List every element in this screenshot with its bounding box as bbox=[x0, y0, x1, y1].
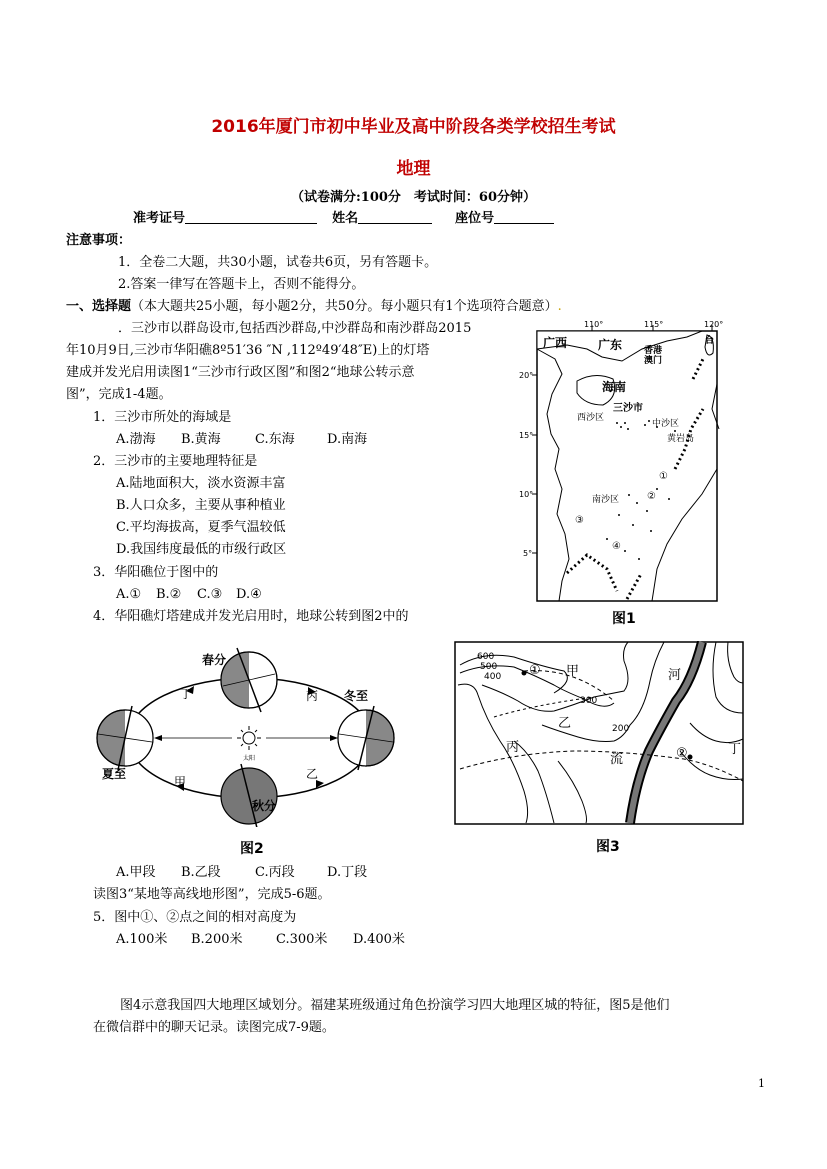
q5-stem: 5．图中①、②点之间的相对高度为 bbox=[93, 910, 297, 925]
figure-3-caption: 图3 bbox=[596, 839, 620, 855]
contour-600: 600 bbox=[477, 652, 495, 662]
q1-option-a: A.渤海 bbox=[116, 432, 156, 447]
contour-yi-label: 乙 bbox=[558, 716, 572, 731]
figure-2-orbit bbox=[92, 642, 412, 827]
q4-option-b: B.乙段 bbox=[181, 865, 221, 880]
sun-icon bbox=[237, 726, 261, 750]
passage1-line1: ．三沙市以群岛设市,包括西沙群岛,中沙群岛和南沙群岛2015 bbox=[118, 321, 472, 336]
map-point-3: ③ bbox=[575, 515, 584, 526]
globe-spring bbox=[221, 648, 277, 712]
globe-summer bbox=[97, 706, 153, 770]
hongkong-label: 香港 bbox=[644, 346, 663, 356]
winter-label: 冬至 bbox=[344, 689, 369, 703]
map-svg bbox=[507, 319, 732, 606]
q4-option-d: D.丁段 bbox=[327, 865, 368, 880]
lon-110-label: 110° bbox=[584, 320, 604, 329]
section1-dot: . bbox=[557, 299, 562, 314]
sansha-label: 三沙市 bbox=[613, 403, 643, 414]
page-number: 1 bbox=[758, 1077, 765, 1090]
q3-option-c: C.③ bbox=[197, 587, 223, 602]
id-blank bbox=[185, 210, 317, 224]
passage3-line2: 在微信群中的聊天记录。读图完成7-9题。 bbox=[93, 1020, 335, 1035]
exam-info: （试卷满分:100分 考试时间：60分钟） bbox=[290, 190, 537, 205]
passage1-line3: 建成并发光启用读图1“三沙市行政区图”和图2“地球公转示意 bbox=[66, 365, 415, 380]
lon-120-label: 120° bbox=[704, 320, 724, 329]
globe-autumn bbox=[221, 764, 277, 827]
q2-stem: 2．三沙市的主要地理特征是 bbox=[93, 454, 258, 469]
nansha-label: 南沙区 bbox=[592, 495, 620, 505]
q4-option-a: A.甲段 bbox=[116, 865, 156, 880]
orbit-jia-label: 甲 bbox=[174, 775, 187, 789]
q5-option-a: A.100米 bbox=[116, 932, 168, 947]
macau-label: 澳门 bbox=[644, 356, 663, 366]
q2-option-a: A.陆地面积大，淡水资源丰富 bbox=[116, 476, 286, 491]
map-point-2: ② bbox=[647, 491, 656, 502]
guangxi-label: 广西 bbox=[543, 336, 568, 350]
name-blank bbox=[358, 210, 432, 224]
contour-500: 500 bbox=[480, 662, 498, 672]
notes-item-2: 2.答案一律写在答题卡上，否则不能得分。 bbox=[118, 277, 365, 292]
q5-option-b: B.200米 bbox=[191, 932, 243, 947]
zhongsha-label: 中沙区 bbox=[652, 419, 680, 429]
figure-1-caption: 图1 bbox=[612, 611, 636, 627]
q4-option-c: C.丙段 bbox=[255, 865, 295, 880]
sun-label: 太阳 bbox=[243, 755, 256, 762]
figure-3-contour bbox=[454, 641, 744, 825]
notes-item-1: 1．全卷二大题，共30小题，试卷共6页，另有答题卡。 bbox=[118, 255, 438, 270]
q1-option-d: D.南海 bbox=[327, 432, 368, 447]
taiwan-label: 台 bbox=[705, 336, 715, 346]
xisha-label: 西沙区 bbox=[577, 413, 605, 423]
section1-header bbox=[66, 297, 562, 316]
q3-option-b: B.② bbox=[156, 587, 182, 602]
guangdong-label: 广东 bbox=[598, 338, 623, 352]
contour-400: 400 bbox=[484, 672, 502, 682]
q1-option-b: B.黄海 bbox=[181, 432, 221, 447]
q1-stem: 1．三沙市所处的海域是 bbox=[93, 410, 232, 425]
seat-blank bbox=[494, 210, 554, 224]
lat-15-label: 15° bbox=[519, 431, 534, 440]
name-label: 姓名 bbox=[332, 211, 359, 226]
contour-300: 300 bbox=[580, 696, 598, 706]
candidate-info-row bbox=[133, 209, 554, 228]
q5-option-c: C.300米 bbox=[276, 932, 328, 947]
exam-title: 2016年厦门市初中毕业及高中阶段各类学校招生考试 bbox=[211, 117, 616, 137]
passage3-line1: 图4示意我国四大地理区域划分。福建某班级通过角色扮演学习四大地理区城的特征，图5是他们 bbox=[120, 998, 670, 1013]
contour-point-1: ① bbox=[529, 663, 541, 678]
orbit-yi-label: 乙 bbox=[306, 767, 319, 781]
map-point-4: ④ bbox=[612, 541, 621, 552]
lon-115-label: 115° bbox=[644, 320, 664, 329]
lat-5-label: 5° bbox=[523, 549, 533, 558]
seat-label: 座位号 bbox=[455, 211, 495, 226]
passage1-line2: 年10月9日,三沙市华阳礁8º51′36 ″N ,112º49′48″E)上的灯塔 bbox=[66, 343, 430, 358]
q3-option-d: D.④ bbox=[236, 587, 262, 602]
contour-point-2: ② bbox=[676, 746, 688, 761]
q3-option-a: A.① bbox=[116, 587, 142, 602]
section1-desc: （本大题共25小题，每小题2分，共50分。每小题只有1个选项符合题意） bbox=[131, 299, 558, 314]
lat-10-label: 10° bbox=[519, 490, 534, 499]
river-he-label: 河 bbox=[668, 668, 682, 683]
q2-option-b: B.人口众多，主要从事种植业 bbox=[116, 498, 286, 513]
huangyan-label: 黄岩岛 bbox=[667, 434, 695, 444]
contour-svg bbox=[454, 641, 744, 825]
lat-20-label: 20° bbox=[519, 371, 534, 380]
contour-200: 200 bbox=[612, 724, 630, 734]
summer-label: 夏至 bbox=[102, 767, 127, 781]
q1-option-c: C.东海 bbox=[255, 432, 295, 447]
figure-2-caption: 图2 bbox=[240, 841, 264, 857]
contour-ding-label: 丁 bbox=[728, 742, 742, 757]
q2-option-c: C.平均海拔高，夏季气温较低 bbox=[116, 520, 286, 535]
autumn-label: 秋分 bbox=[252, 799, 277, 813]
spring-label: 春分 bbox=[202, 653, 227, 667]
q2-option-d: D.我国纬度最低的市级行政区 bbox=[116, 542, 287, 557]
orbit-ding-label: 丁 bbox=[180, 687, 193, 701]
figure-1-map bbox=[507, 319, 732, 606]
orbit-svg bbox=[92, 642, 412, 827]
map-point-1: ① bbox=[659, 471, 668, 482]
q4-stem: 4．华阳礁灯塔建成并发光启用时，地球公转到图2中的 bbox=[93, 609, 409, 624]
q5-option-d: D.400米 bbox=[353, 932, 405, 947]
passage1-line4: 图”，完成1-4题。 bbox=[66, 387, 172, 402]
section1-label: 一、选择题 bbox=[66, 299, 132, 314]
subject-title: 地理 bbox=[396, 159, 431, 179]
globe-winter bbox=[338, 706, 394, 770]
notes-heading: 注意事项： bbox=[66, 233, 132, 248]
orbit-bing-label: 丙 bbox=[306, 689, 319, 703]
passage2: 读图3“某地等高线地形图”，完成5-6题。 bbox=[93, 887, 331, 902]
hainan-label: 海南 bbox=[602, 380, 627, 394]
id-label: 准考证号 bbox=[133, 211, 186, 226]
q3-stem: 3．华阳礁位于图中的 bbox=[93, 565, 219, 580]
contour-jia-label: 甲 bbox=[566, 664, 580, 679]
river-liu-label: 流 bbox=[610, 752, 624, 767]
contour-bing-label: 丙 bbox=[506, 740, 520, 755]
